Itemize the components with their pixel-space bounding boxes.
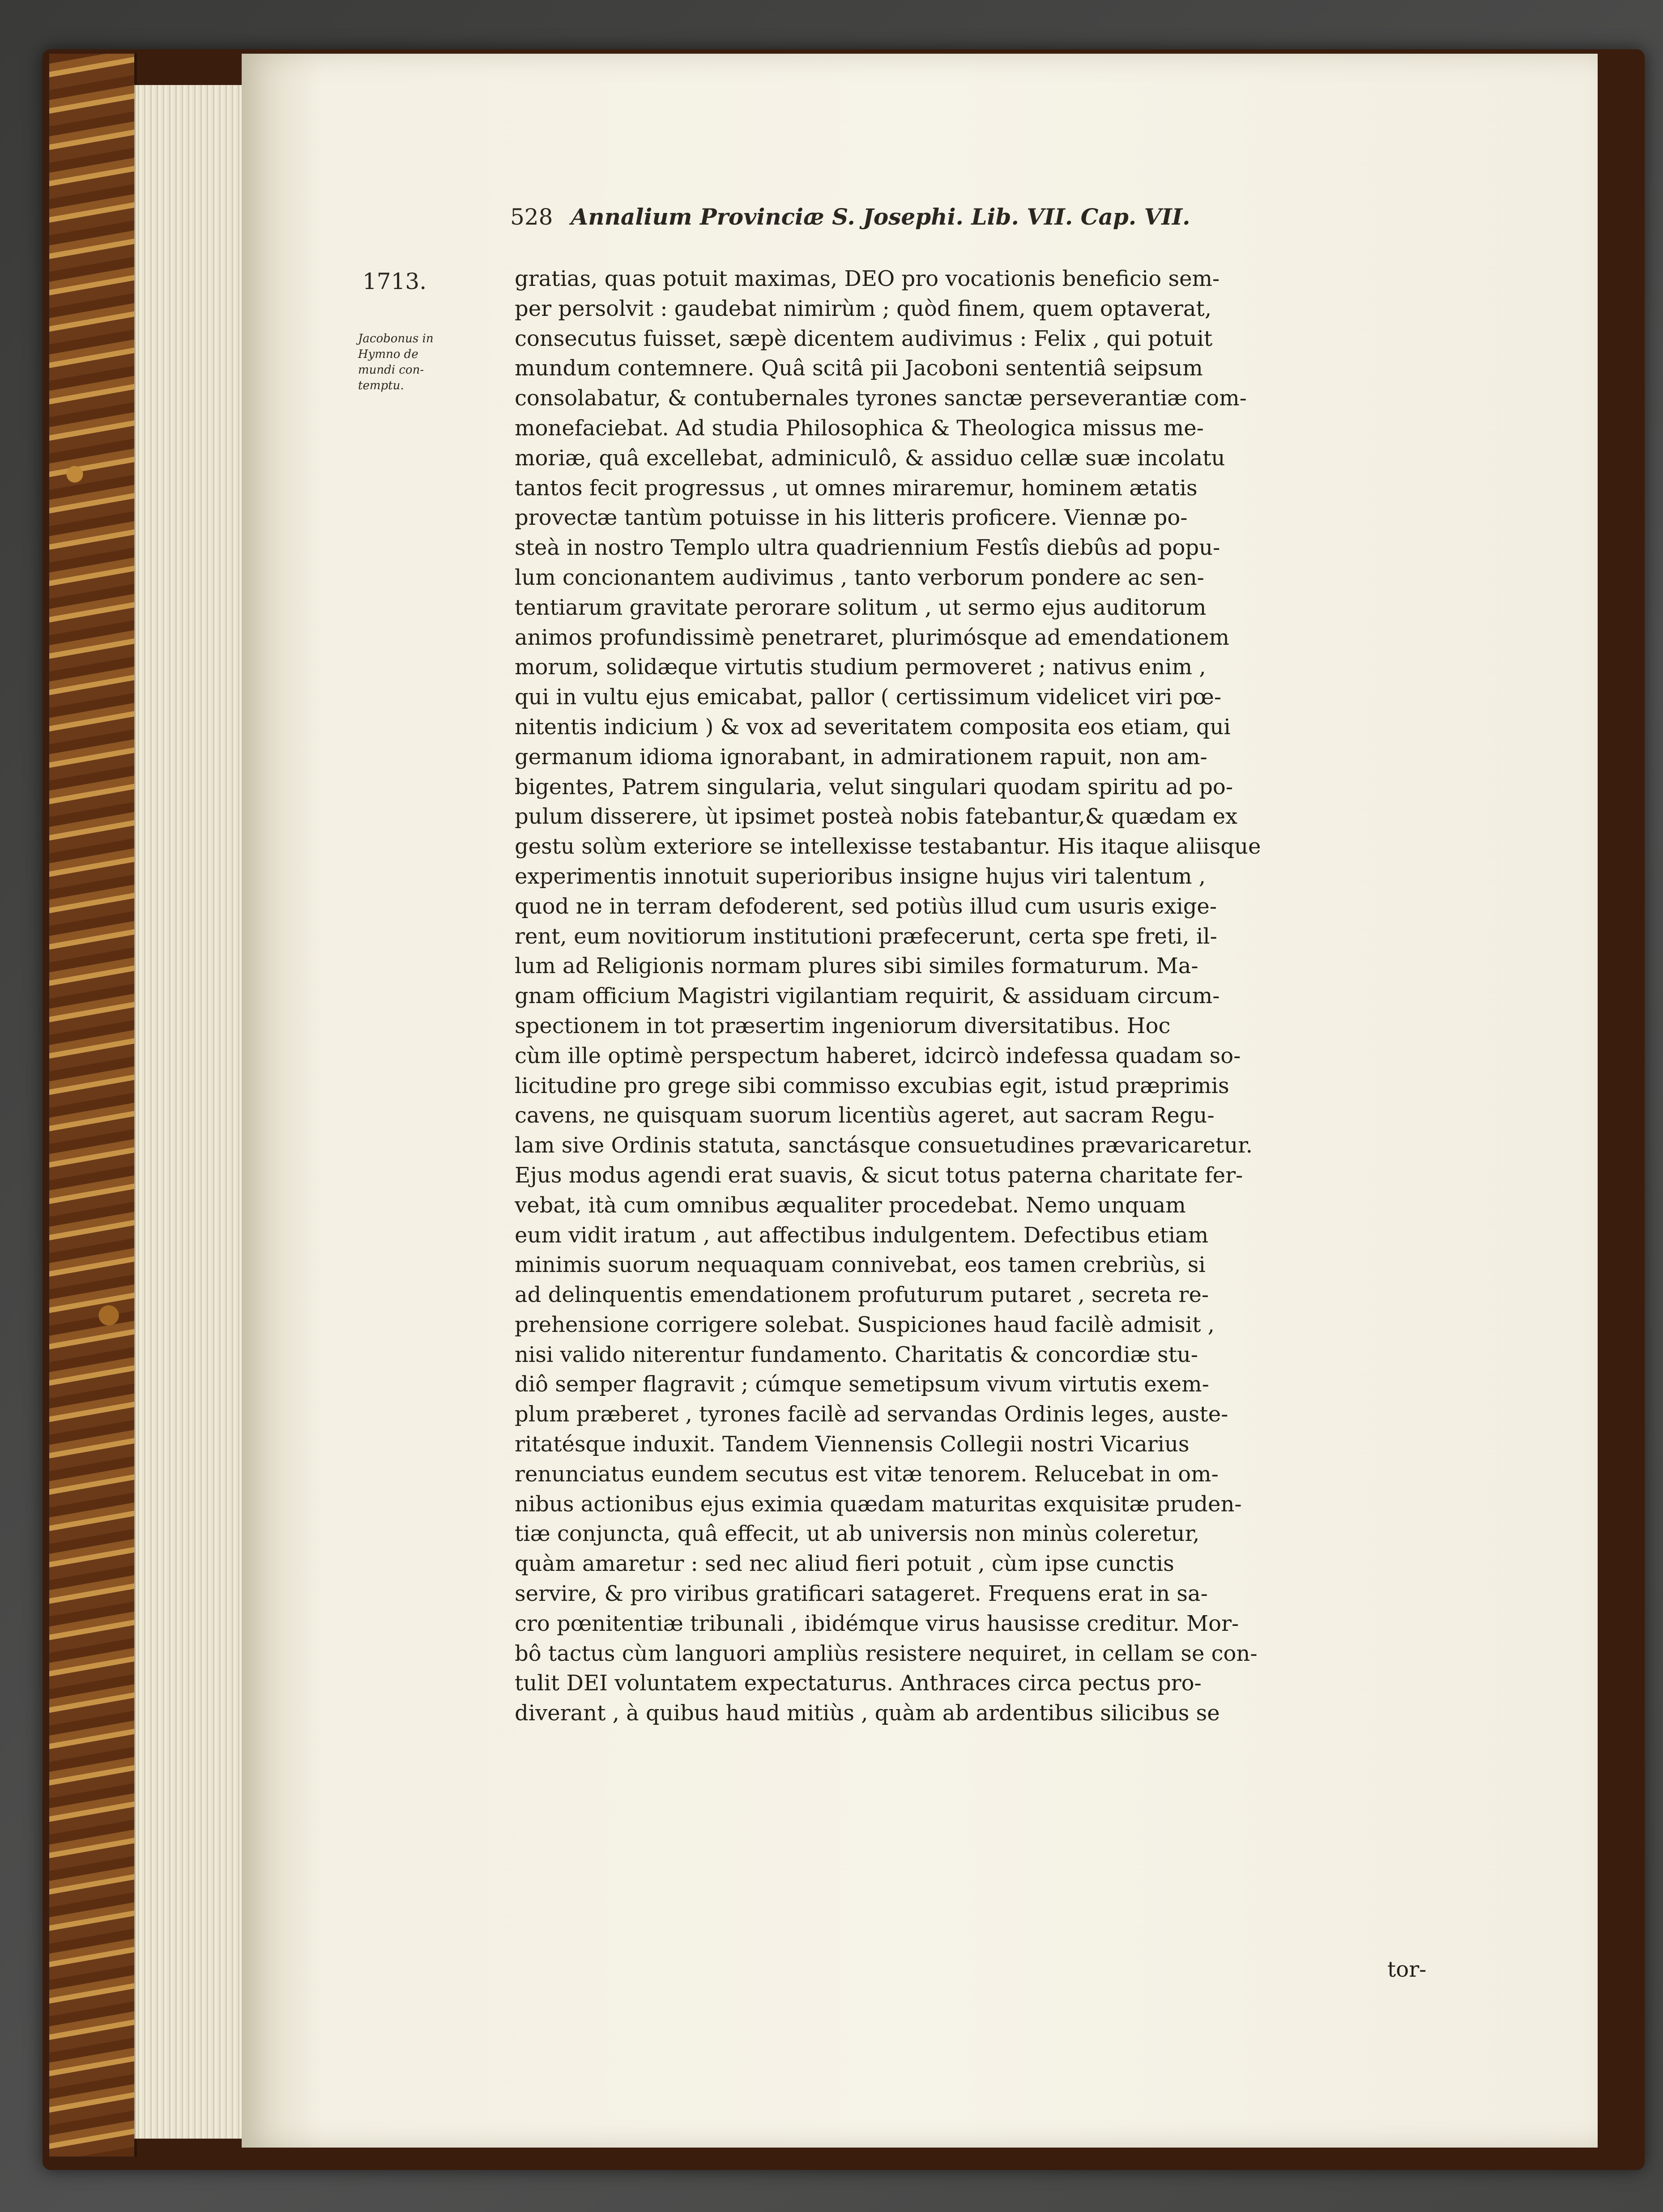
text-line: diverant , à quibus haud mitiùs , quàm ab ardentibus silicibus se: [515, 1701, 1220, 1726]
marginal-note-line: mundi con-: [358, 363, 424, 377]
text-line: provectæ tantùm potuisse in his litteris proficere. Viennæ po-: [515, 505, 1188, 531]
catchword: tor-: [1387, 1957, 1427, 1982]
text-line: mundum contemnere. Quâ scitâ pii Jacoboni sententiâ seipsum: [515, 356, 1203, 381]
page-number: 528: [510, 204, 553, 230]
text-line: quod ne in terram defoderent, sed potiùs illud cum usuris exige-: [515, 893, 1217, 919]
text-line: consecutus fuisset, sæpè dicentem audivimus : Felix , qui potuit: [515, 326, 1213, 351]
text-line: bô tactus cùm languori ampliùs resistere nequiret, in cellam se con-: [515, 1641, 1258, 1666]
text-line: qui in vultu ejus emicabat, pallor ( certissimum videlicet viri pœ-: [515, 685, 1222, 710]
text-line: nitentis indicium ) & vox ad severitatem composita eos etiam, qui: [515, 714, 1231, 740]
text-line: gnam officium Magistri vigilantiam requirit, & assiduam circum-: [515, 983, 1220, 1009]
text-line: eum vidit iratum , aut affectibus indulgentem. Defectibus etiam: [515, 1222, 1209, 1248]
marginal-note-line: Jacobonus in: [358, 332, 434, 345]
text-line: morum, solidæque virtutis studium permoveret ; nativus enim ,: [515, 655, 1206, 680]
text-line: nisi valido niterentur fundamento. Charitatis & concordiæ stu-: [515, 1342, 1198, 1367]
running-title: Annalium Provinciæ S. Josephi. Lib. VII. Cap. VII.: [571, 204, 1190, 230]
text-line: lam sive Ordinis statuta, sanctásque consuetudines prævaricaretur.: [515, 1133, 1253, 1158]
text-line: cro pœnitentiæ tribunali , ibidémque virus hausisse creditur. Mor-: [515, 1611, 1239, 1636]
text-line: spectionem in tot præsertim ingeniorum diversitatibus. Hoc: [515, 1013, 1171, 1038]
text-line: Ejus modus agendi erat suavis, & sicut totus paterna charitate fer-: [515, 1162, 1243, 1188]
text-line: ritatésque induxit. Tandem Viennensis Collegii nostri Vicarius: [515, 1432, 1190, 1457]
text-line: prehensione corrigere solebat. Suspiciones haud facilè admisit ,: [515, 1312, 1215, 1337]
text-line: servire, & pro viribus gratificari satageret. Frequens erat in sa-: [515, 1581, 1208, 1607]
marginal-note-line: temptu.: [358, 379, 404, 392]
body-text: [515, 264, 1432, 1728]
text-line: gratias, quas potuit maximas, DEO pro vocationis beneficio sem-: [515, 266, 1220, 291]
text-line: ad delinquentis emendationem profuturum putaret , secreta re-: [515, 1282, 1209, 1308]
text-line: rent, eum novitiorum institutioni præfecerunt, certa spe freti, il-: [515, 923, 1217, 949]
text-line: germanum idioma ignorabant, in admirationem rapuit, non am-: [515, 744, 1207, 770]
text-line: tulit DEI voluntatem expectaturus. Anthraces circa pectus pro-: [515, 1671, 1202, 1696]
marginal-note-line: Hymno de: [358, 348, 418, 361]
text-line: pulum disserere, ùt ipsimet posteà nobis fatebantur,& quædam ex: [515, 804, 1238, 830]
text-line: monefaciebat. Ad studia Philosophica & Theologica missus me-: [515, 415, 1204, 441]
marbled-binding: [49, 54, 137, 2157]
text-line: animos profundissimè penetraret, plurimósque ad emendationem: [515, 625, 1229, 650]
text-line: cùm ille optimè perspectum haberet, idcircò indefessa quadam so-: [515, 1043, 1241, 1068]
text-line: minimis suorum nequaquam connivebat, eos tamen crebriùs, si: [515, 1252, 1206, 1278]
text-line: tantos fecit progressus , ut omnes miraremur, hominem ætatis: [515, 475, 1198, 501]
marginal-year: 1713.: [362, 268, 427, 294]
text-line: lum concionantem audivimus , tanto verborum pondere ac sen-: [515, 565, 1204, 590]
text-line: gestu solùm exteriore se intellexisse testabantur. His itaque aliisque: [515, 834, 1261, 859]
text-line: lum ad Religionis normam plures sibi similes formaturum. Ma-: [515, 953, 1198, 979]
text-line: licitudine pro grege sibi commisso excubias egit, istud præprimis: [515, 1073, 1229, 1098]
text-line: cavens, ne quisquam suorum licentiùs ageret, aut sacram Regu-: [515, 1103, 1215, 1128]
text-line: bigentes, Patrem singularia, velut singulari quodam spiritu ad po-: [515, 774, 1233, 800]
text-line: moriæ, quâ excellebat, adminiculô, & assiduo cellæ suæ incolatu: [515, 445, 1225, 471]
page-header: [510, 204, 1396, 230]
text-line: consolabatur, & contubernales tyrones sanctæ perseverantiæ com-: [515, 386, 1247, 411]
text-line: per persolvit : gaudebat nimirùm ; quòd finem, quem optaverat,: [515, 296, 1212, 321]
text-line: plum præberet , tyrones facilè ad servandas Ordinis leges, auste-: [515, 1402, 1228, 1427]
text-line: nibus actionibus ejus eximia quædam maturitas exquisitæ pruden-: [515, 1491, 1242, 1517]
text-line: tentiarum gravitate perorare solitum , ut sermo ejus auditorum: [515, 595, 1207, 620]
text-line: vebat, ità cum omnibus æqualiter procedebat. Nemo unquam: [515, 1192, 1186, 1218]
text-line: steà in nostro Templo ultra quadriennium Festîs diebûs ad popu-: [515, 535, 1220, 561]
text-line: quàm amaretur : sed nec aliud fieri potuit , cùm ipse cunctis: [515, 1551, 1174, 1577]
text-line: renunciatus eundem secutus est vitæ tenorem. Relucebat in om-: [515, 1461, 1219, 1487]
text-line: diô semper flagravit ; cúmque semetipsum vivum virtutis exem-: [515, 1372, 1209, 1397]
text-line: experimentis innotuit superioribus insigne hujus viri talentum ,: [515, 864, 1206, 889]
page-edges: [134, 85, 247, 2139]
text-line: tiæ conjuncta, quâ effecit, ut ab universis non minùs coleretur,: [515, 1521, 1200, 1547]
marginal-note: [358, 331, 488, 394]
